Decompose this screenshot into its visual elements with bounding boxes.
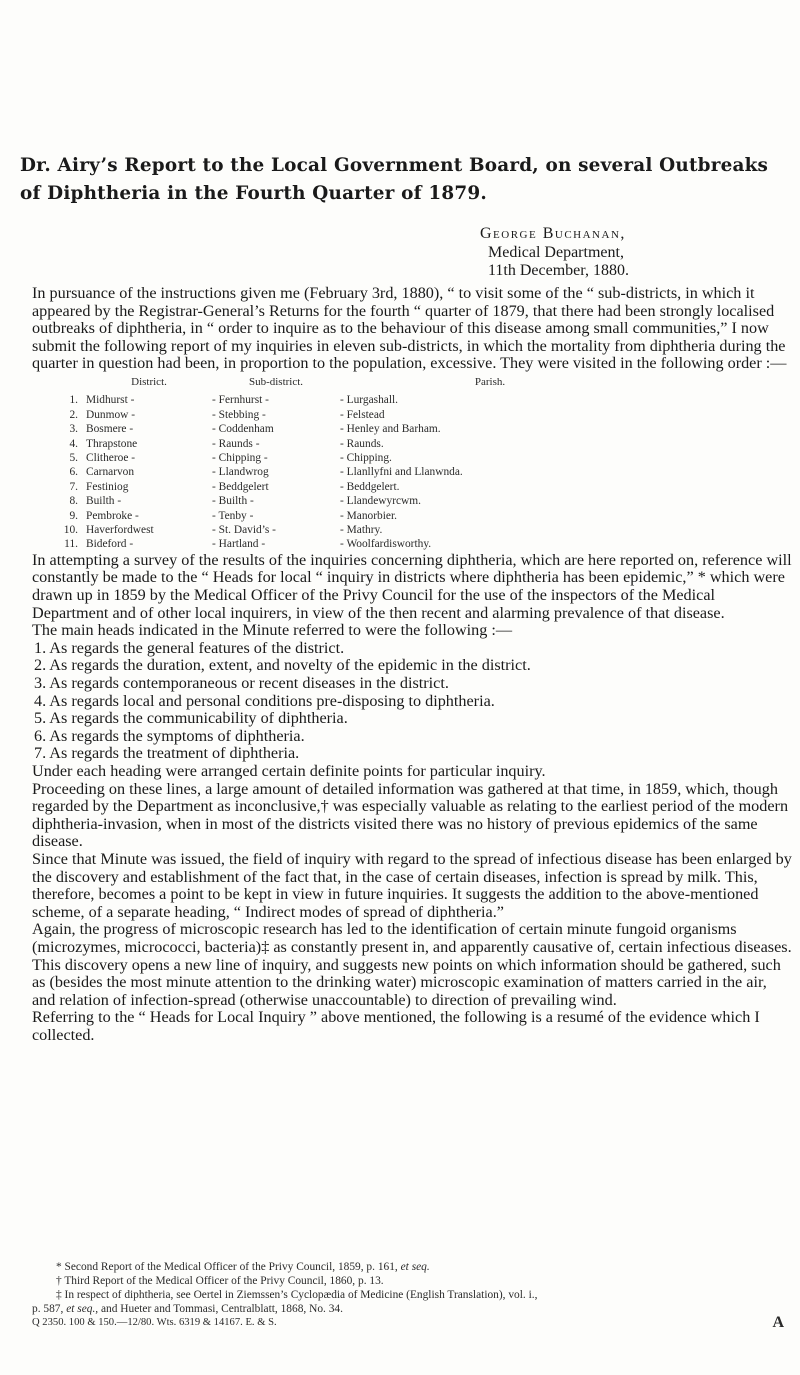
table-row: 8. Builth - - Builth - - Llandewyrcwm. (69, 495, 421, 508)
list-item: 3. As regards contemporaneous or recent diseases in the district. (34, 674, 449, 692)
referring-paragraph: Referring to the “ Heads for Local Inquiry ” above mentioned, the following is a resumé of the evidence which I collected. (32, 1008, 760, 1044)
survey-paragraph: In attempting a survey of the results of the inquiries concerning diphtheria, which are here reported on, reference will constantly be made to the “ Heads for local “ inquiry in districts where diphtheria has been epidemic,” * which were drawn up in 1859 by the Medical Officer of the Privy Council for the use of the inspectors of the Medical Department and of other local inquirers, in view of the then recent and alarming prevalence of that disease. (32, 550, 792, 622)
list-item: 6. As regards the symptoms of diphtheria. (34, 726, 305, 745)
under-paragraph: Under each heading were arranged certain definite points for particular inquiry. (32, 761, 546, 780)
table-row: 2. Dunmow - - Stebbing - - Felstead (69, 408, 385, 421)
footnote-3-continued: p. 587, et seq., and Hueter and Tommasi, Centralblatt, 1868, No. 34. (32, 1303, 343, 1315)
table-row: 5. Clitheroe - - Chipping - - Chipping. (69, 452, 392, 464)
table-row: 7. Festiniog - Beddgelert - Beddgelert. (69, 480, 400, 493)
signature-block (480, 225, 629, 281)
table-row: 1. Midhurst - - Fernhurst - - Lurgashall. (69, 394, 399, 407)
column-header-subdistrict: Sub-district. (248, 375, 304, 388)
footnotes (32, 1260, 794, 1330)
list-item: 7. As regards the treatment of diphtheria. (34, 744, 300, 763)
list-item: 4. As regards local and personal conditions pre-disposing to diphtheria. (34, 691, 495, 710)
table-row: 6. Carnarvon - Llandwrog - Llanllyfni and Llanwnda. (69, 466, 463, 479)
signature-department: Medical Department, (488, 243, 624, 261)
table-row: 10. Haverfordwest - St. David’s - - Mathry. (63, 524, 383, 537)
list-item: 5. As regards the communicability of diphtheria. (34, 709, 348, 728)
footnote-3: ‡ In respect of diphtheria, see Oertel in Ziemssen’s Cyclopædia of Medicine (English Translation), vol. i., (56, 1289, 538, 1301)
list-item: 1. As regards the general features of the district. (34, 638, 345, 657)
table-row: 11. Bideford - - Hartland - - Woolfardisworthy. (64, 538, 432, 551)
signature-name: George Buchanan, (480, 225, 626, 242)
districts-table (42, 373, 640, 552)
report-body (32, 285, 794, 1044)
sheet-signature: A (772, 1314, 784, 1331)
printer-line (32, 1316, 794, 1330)
column-header-district: District. (131, 375, 167, 388)
list-item: 2. As regards the duration, extent, and novelty of the epidemic in the district. (34, 656, 531, 675)
since-paragraph: Since that Minute was issued, the field of inquiry with regard to the spread of infectious disease has been enlarged by the discovery and establishment of the fact that, in the case of certain diseases, infection is spread by milk. This, therefore, becomes a point to be kept in view in future inquiries. It suggests the addition to the above-mentioned scheme, of a separate heading, “ Indirect modes of spread of diphtheria.” (32, 849, 792, 921)
table-row: 4. Thrapstone - Raunds - - Raunds. (69, 437, 384, 450)
signature-date: 11th December, 1880. (488, 262, 629, 279)
heads-intro-paragraph: The main heads indicated in the Minute referred to were the following :— (32, 621, 513, 640)
report-title: Dr. Airy’s Report to the Local Government Board, on several Outbreaks of Diphtheria in the Fourth Quarter of 1879. (20, 155, 769, 204)
footnote-2: † Third Report of the Medical Officer of the Privy Council, 1860, p. 13. (56, 1275, 384, 1287)
printer-imprint: Q 2350. 100 & 150.—12/80. Wts. 6319 & 14167. E. & S. (32, 1317, 277, 1328)
intro-paragraph: In pursuance of the instructions given me (February 3rd, 1880), “ to visit some of the “ sub-districts, in which it appeared by the Registrar-General’s Returns for the fourth “ quarter of 1879, that there had been strongly localised outbreaks of diphtheria, in “ order to inquire as to the behaviour of this disease among small communities,” I now submit the following report of my inquiries in eleven sub-districts, in which the mortality from diphtheria during the quarter in question had been, in proportion to the population, excessive. They were visited in the following order :— (32, 284, 787, 373)
table-row: 9. Pembroke - - Tenby - - Manorbier. (69, 509, 397, 522)
proceeding-paragraph: Proceeding on these lines, a large amount of detailed information was gathered at that time, in 1859, which, though regarded by the Department as inconclusive,† was especially valuable as relating to the earliest period of the modern diphtheria-invasion, when in most of the districts visited there was no history of previous epidemics of the same disease. (32, 779, 789, 851)
heads-list (32, 640, 794, 763)
again-paragraph: Again, the progress of microscopic research has led to the identification of certain minute fungoid organisms (microzymes, micrococci, bacteria)‡ as constantly present in, and apparently causative of, certain infectious diseases. This discovery opens a new line of inquiry, and suggests new points on which information should be gathered, such as (besides the most minute attention to the drinking water) microscopic examination of matters carried in the air, and relation of infection-spread (otherwise unaccountable) to direction of prevailing wind. (32, 920, 792, 1009)
table-row: 3. Bosmere - - Coddenham - Henley and Barham. (69, 423, 441, 436)
column-header-parish: Parish. (474, 375, 506, 388)
footnote-1: * Second Report of the Medical Officer of the Privy Council, 1859, p. 161, et seq. (56, 1261, 430, 1273)
